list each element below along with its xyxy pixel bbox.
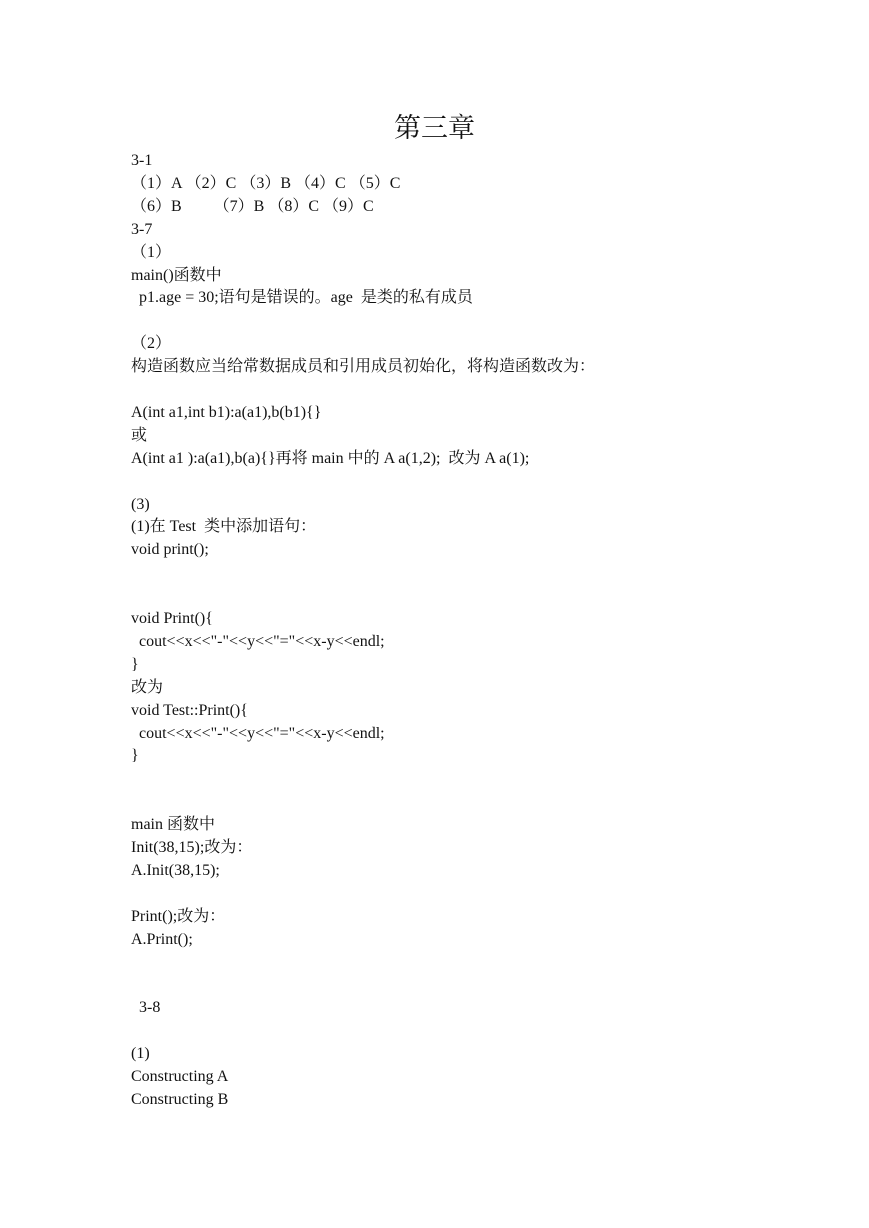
text-line: 或	[131, 427, 148, 444]
text-line: （6）B （7）B （8）C （9）C	[131, 198, 374, 215]
text-line: 改为	[131, 679, 164, 696]
text-line: void Test::Print(){	[131, 702, 248, 719]
text-line: (1)	[131, 1045, 150, 1062]
text-line: A(int a1 ):a(a1),b(a){}再将 main 中的 A a(1,2); 改为 A a(1);	[131, 450, 530, 467]
text-line: cout<<x<<"-"<<y<<"="<<x-y<<endl;	[131, 725, 385, 742]
text-line: Print();改为：	[131, 908, 226, 925]
text-line: （1）A （2）C （3）B （4）C （5）C	[131, 175, 401, 192]
text-line: (3)	[131, 496, 150, 513]
text-line: (1)在 Test 类中添加语句：	[131, 518, 317, 535]
text-line: 3-7	[131, 221, 153, 238]
text-line: 构造函数应当给常数据成员和引用成员初始化，将构造函数改为：	[131, 358, 596, 375]
text-line: A.Init(38,15);	[131, 862, 220, 879]
text-line: void print();	[131, 541, 209, 558]
text-line: }	[131, 747, 139, 764]
text-line: A.Print();	[131, 931, 193, 948]
text-line: 3-1	[131, 152, 153, 169]
chapter-title: 第三章	[394, 113, 475, 143]
text-line: Constructing B	[131, 1091, 229, 1108]
text-line: p1.age = 30;语句是错误的。age 是类的私有成员	[131, 289, 473, 306]
text-line: }	[131, 656, 139, 673]
text-line: 3-8	[131, 999, 161, 1016]
text-line: A(int a1,int b1):a(a1),b(b1){}	[131, 404, 322, 421]
text-line: main 函数中	[131, 816, 215, 833]
text-line: void Print(){	[131, 610, 213, 627]
text-line: （2）	[131, 335, 172, 352]
text-line: （1）	[131, 244, 172, 261]
text-line: main()函数中	[131, 267, 222, 284]
text-line: cout<<x<<"-"<<y<<"="<<x-y<<endl;	[131, 633, 385, 650]
text-line: Constructing A	[131, 1068, 229, 1085]
text-line: Init(38,15);改为：	[131, 839, 253, 856]
